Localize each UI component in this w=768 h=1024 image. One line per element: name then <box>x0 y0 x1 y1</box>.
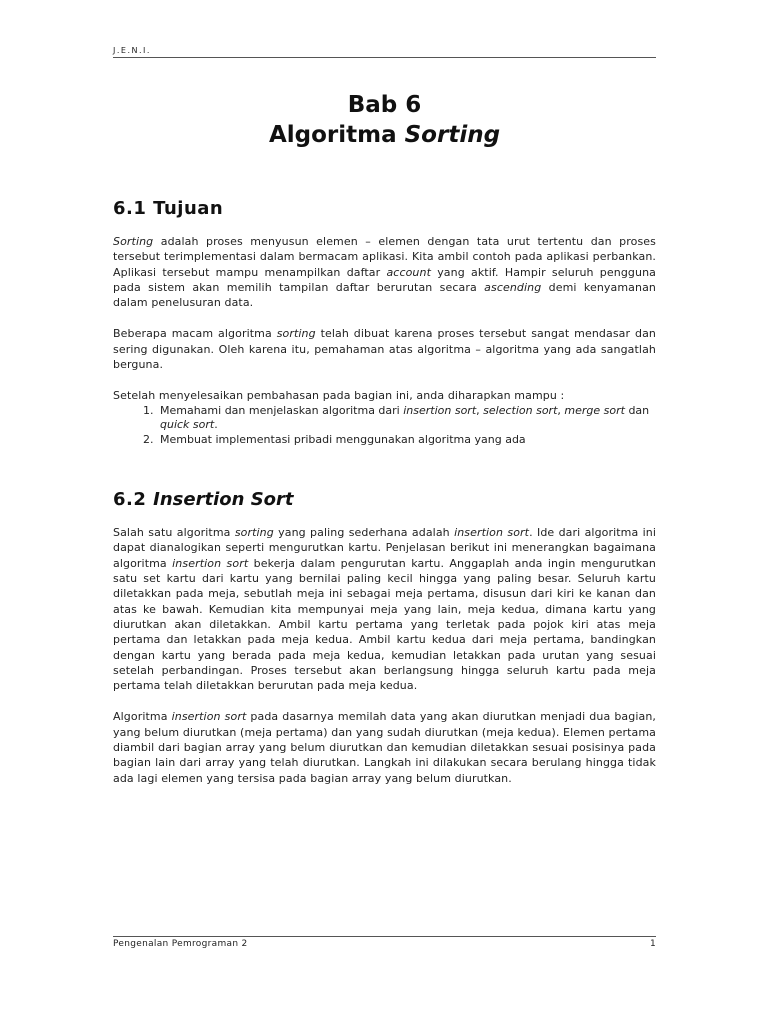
text-span: . Ide dari algoritma ini dapat dianalogikan seperti mengurutkan kartu. Penjelasan berikut ini menerangkan bagaimana algoritma <box>113 526 657 570</box>
text-span: pada dasarnya memilah data yang akan diurutkan menjadi dua bagian, yang belum diurutkan (meja pertama) dan yang sudah diurutkan (meja kedua). Elemen pertama diambil dari bagian array yang belum diurutkan dan kemudian diletakkan sesuai posisinya pada bagian lain dari array yang telah diurutkan. Langkah ini dilakukan secara berulang hingga tidak ada lagi elemen yang tersisa pada bagian array yang belum diurutkan. <box>113 710 657 785</box>
footer-book-title: Pengenalan Pemrograman 2 <box>113 939 248 949</box>
text-span: dan <box>624 403 650 417</box>
term-insertion-sort: insertion sort <box>454 526 530 540</box>
paragraph-sorting-intro <box>113 234 656 310</box>
text-span: Algoritma <box>113 710 172 724</box>
term-insertion-sort: insertion sort <box>172 556 249 570</box>
term-insertion-sort: insertion sort <box>403 403 477 417</box>
text-span: , <box>476 403 484 417</box>
text-span: demi kenyamanan dalam penelusuran data. <box>113 280 656 310</box>
paragraph-objectives-intro: Setelah menyelesaikan pembahasan pada bagian ini, anda diharapkan mampu : <box>113 389 565 403</box>
heading-italic: Insertion Sort <box>153 489 294 511</box>
text-span: adalah proses menyusun elemen – elemen dengan tata urut tertentu dan proses tersebut terimplementasi dalam bermacam aplikasi. Kita ambil contoh pada aplikasi perbankan. Aplikasi tersebut mampu menampilkan daftar <box>113 235 656 279</box>
term-sorting: sorting <box>234 526 274 540</box>
term-quick-sort: quick sort <box>160 418 215 432</box>
chapter-number: Bab 6 <box>347 92 422 118</box>
term-sorting: Sorting <box>113 235 154 248</box>
text-span: yang paling sederhana adalah <box>273 526 455 540</box>
text-span: Beberapa macam algoritma <box>113 327 277 341</box>
section-heading-tujuan: 6.1 Tujuan <box>113 198 224 219</box>
text-span: telah dibuat karena proses tersebut sangat mendasar dan sering digunakan. Oleh karena itu, pemahaman atas algoritma – algoritma yang ada sangatlah berguna. <box>113 327 656 372</box>
running-header: J.E.N.I. <box>113 46 656 58</box>
text-span: bekerja dalam pengurutan kartu. Anggaplah anda ingin mengurutkan satu set kartu dari kartu yang bernilai paling kecil hingga yang paling besar. Seluruh kartu diletakkan pada meja, sebutlah meja ini sebagai meja pertama, disusun dari kiri ke kanan dan atas ke bawah. Kemudian kita mempunyai meja yang lain, meja kedua, dimana kartu yang diurutkan akan diletakkan. Ambil kartu pertama yang terletak pada pojok kiri atas meja pertama dan letakkan pada meja kedua. Ambil kartu kedua dari meja pertama, bandingkan dengan kartu yang berada pada meja kedua, kemudian letakkan pada urutan yang sesuai setelah perbandingan. Proses tersebut akan berlangsung hingga seluruh kartu pada meja pertama telah diletakkan berurutan pada meja kedua. <box>113 556 656 693</box>
text-span: , <box>557 403 565 417</box>
text-span: . <box>214 418 218 432</box>
page-footer <box>113 936 656 949</box>
text-span: yang aktif. Hampir seluruh pengguna pada sistem akan memilih tampilan daftar berurutan secara <box>113 265 656 294</box>
term-selection-sort: selection sort <box>483 403 558 417</box>
list-item: 2. Membuat implementasi pribadi menggunakan algoritma yang ada <box>157 433 656 448</box>
text-span: Salah satu algoritma <box>113 526 235 540</box>
term-insertion-sort: insertion sort <box>171 710 247 724</box>
paragraph-insertion-analogy <box>113 525 656 693</box>
chapter-name-italic: Sorting <box>404 122 501 148</box>
list-item <box>157 404 656 433</box>
objectives-list <box>113 404 656 448</box>
term-account: account <box>386 265 431 279</box>
term-sorting: sorting <box>276 327 316 341</box>
heading-number: 6.2 <box>113 489 154 511</box>
text-span: Memahami dan menjelaskan algoritma dari <box>160 403 404 417</box>
chapter-name-prefix: Algoritma <box>268 122 405 148</box>
term-merge-sort: merge sort <box>564 403 625 417</box>
page-content <box>113 196 656 786</box>
paragraph-algorithms <box>113 326 656 372</box>
term-ascending: ascending <box>484 280 542 294</box>
chapter-name <box>113 120 656 150</box>
paragraph-insertion-mechanism <box>113 709 656 785</box>
page-number: 1 <box>649 939 656 949</box>
chapter-title <box>113 90 656 150</box>
section-heading-insertion-sort <box>113 487 656 513</box>
